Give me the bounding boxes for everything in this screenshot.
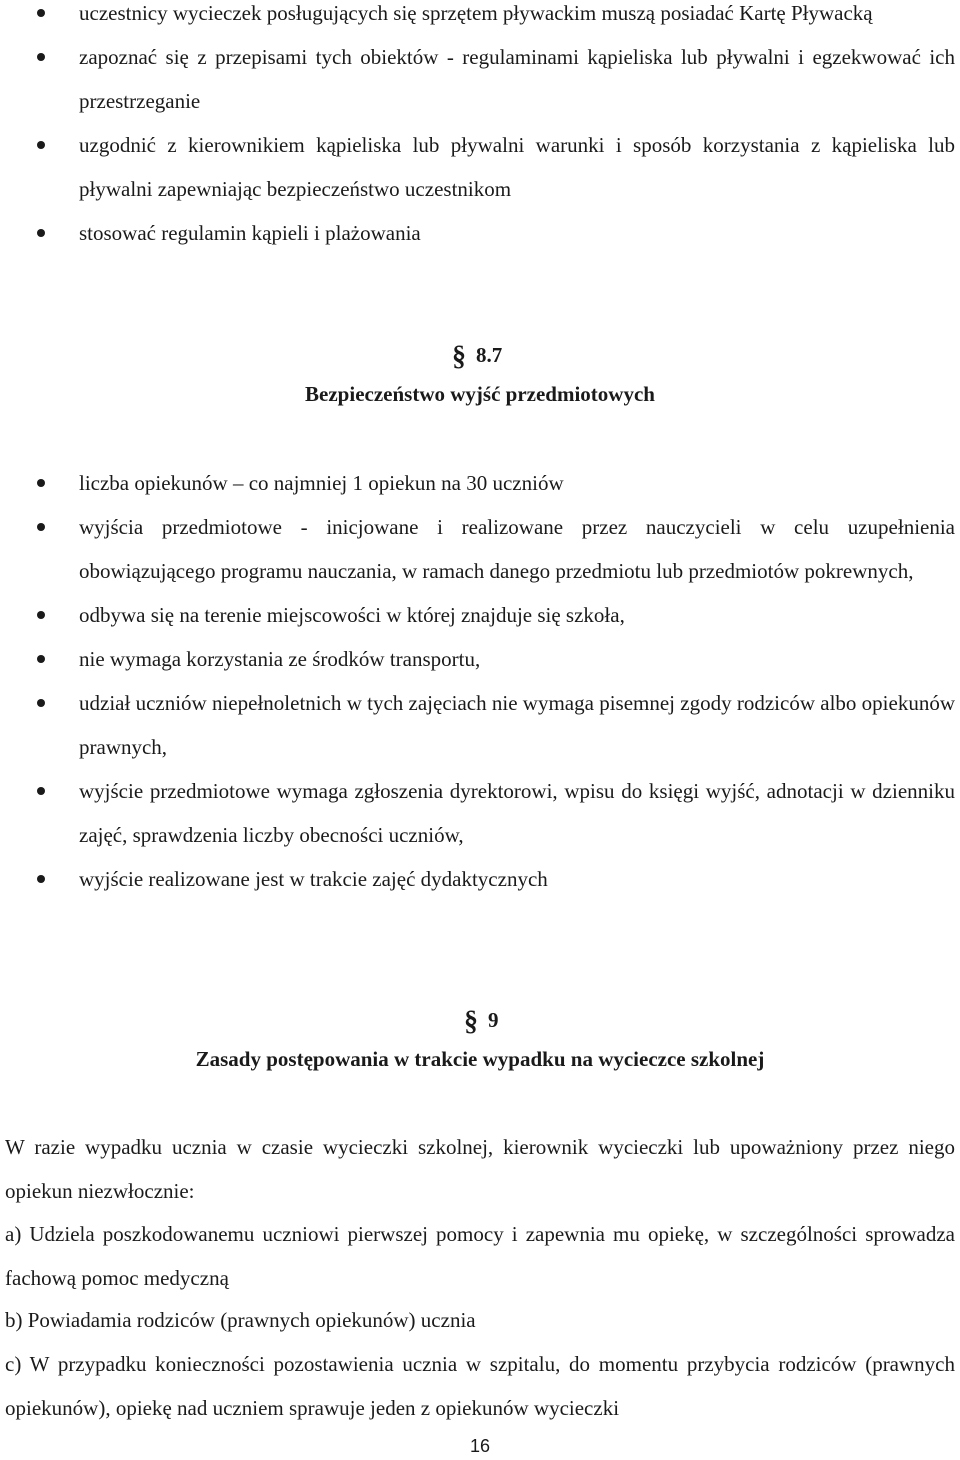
- section-number-8-7: § 8.7: [452, 341, 503, 372]
- bullet-icon: [37, 611, 45, 619]
- list-item: uczestnicy wycieczek posługujących się sprzętem pływackim muszą posiadać Kartę Pływacką: [0, 0, 955, 35]
- list-item: zapoznać się z przepisami tych obiektów - regulaminami kąpieliska lub pływalni i egzekwować ich przestrzeganie: [0, 35, 955, 123]
- bullet-icon: [37, 787, 45, 795]
- section-title-9: Zasady postępowania w trakcie wypadku na wycieczce szkolnej: [195, 1047, 765, 1071]
- bullet-icon: [37, 9, 45, 17]
- list-item: stosować regulamin kąpieli i plażowania: [0, 211, 955, 255]
- bullet-icon: [37, 141, 45, 149]
- section-8-7-bullet-list: [0, 461, 955, 901]
- bullet-icon: [37, 479, 45, 487]
- page-number: 16: [469, 1436, 491, 1456]
- list-item: wyjścia przedmiotowe - inicjowane i realizowane przez nauczycieli w celu uzupełnienia obowiązującego programu nauczania, w ramach danego przedmiotu lub przedmiotów pokrewnych,: [0, 505, 955, 593]
- list-item: nie wymaga korzystania ze środków transportu,: [0, 637, 955, 681]
- paragraph-sign-icon: §: [452, 341, 466, 372]
- list-item: udział uczniów niepełnoletnich w tych zajęciach nie wymaga pisemnej zgody rodziców albo opiekunów prawnych,: [0, 681, 955, 769]
- paragraph-sign-icon: §: [464, 1006, 478, 1037]
- intro-bullet-list: [0, 0, 955, 255]
- section-title-8-7: Bezpieczeństwo wyjść przedmiotowych: [305, 382, 655, 406]
- bullet-icon: [37, 523, 45, 531]
- bullet-icon: [37, 53, 45, 61]
- bullet-icon: [37, 655, 45, 663]
- section-9-step-b: b) Powiadamia rodziców (prawnych opiekunów) ucznia: [5, 1308, 476, 1332]
- bullet-icon: [37, 229, 45, 237]
- list-item: wyjście realizowane jest w trakcie zajęć dydaktycznych: [0, 857, 955, 901]
- list-item: odbywa się na terenie miejscowości w której znajduje się szkoła,: [0, 593, 955, 637]
- bullet-icon: [37, 875, 45, 883]
- list-item: liczba opiekunów – co najmniej 1 opiekun na 30 uczniów: [0, 461, 955, 505]
- list-item: wyjście przedmiotowe wymaga zgłoszenia dyrektorowi, wpisu do księgi wyjść, adnotacji w dzienniku zajęć, sprawdzenia liczby obecności uczniów,: [0, 769, 955, 857]
- section-9-intro: W razie wypadku ucznia w czasie wycieczki szkolnej, kierownik wycieczki lub upoważniony przez niego opiekun niezwłocznie:: [5, 1135, 955, 1203]
- section-number-9: § 9: [464, 1006, 499, 1037]
- section-9-step-c: c) W przypadku konieczności pozostawienia ucznia w szpitalu, do momentu przybycia rodziców (prawnych opiekunów), opiekę nad uczniem sprawuje jeden z opiekunów wycieczki: [5, 1352, 955, 1420]
- list-item: uzgodnić z kierownikiem kąpieliska lub pływalni warunki i sposób korzystania z kąpieliska lub pływalni zapewniając bezpieczeństwo uczestnikom: [0, 123, 955, 211]
- section-9-step-a: a) Udziela poszkodowanemu uczniowi pierwszej pomocy i zapewnia mu opiekę, w szczególności sprowadza fachową pomoc medyczną: [5, 1222, 955, 1290]
- bullet-icon: [37, 699, 45, 707]
